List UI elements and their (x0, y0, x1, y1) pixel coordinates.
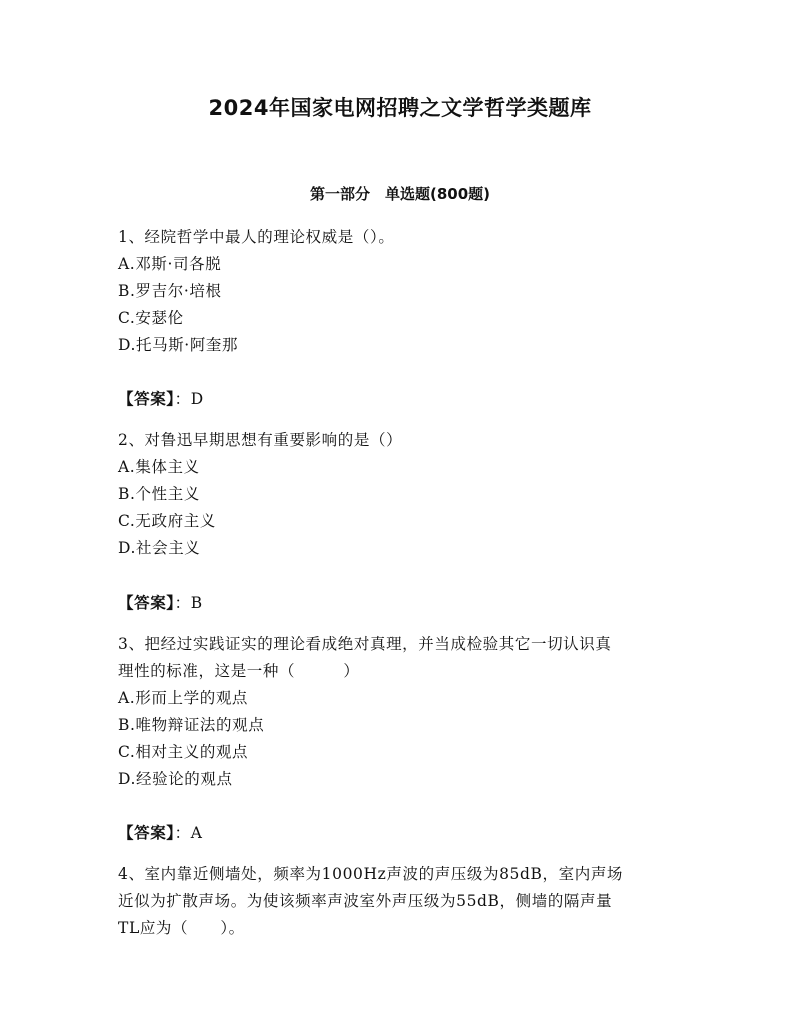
question-4-stem-line-1: 4、室内靠近侧墙处，频率为1000Hz声波的声压级为85dB，室内声场 (118, 865, 624, 883)
question-1-option-c: C.安瑟伦 (118, 309, 184, 327)
answer-separator: ： (174, 390, 191, 408)
question-2-option-a: A.集体主义 (118, 458, 200, 476)
section-heading: 第一部分 单选题(800题) (309, 185, 491, 203)
question-1-stem: 1、经院哲学中最人的理论权威是（）。 (118, 228, 395, 246)
question-3-stem-line-2: 理性的标准，这是一种（ ） (118, 662, 360, 680)
question-3-option-d: D.经验论的观点 (118, 770, 233, 788)
question-2-option-c: C.无政府主义 (118, 512, 216, 530)
question-3-option-b: B.唯物辩证法的观点 (118, 716, 265, 734)
question-3-option-c: C.相对主义的观点 (118, 743, 249, 761)
question-1-option-d: D.托马斯·阿奎那 (118, 336, 239, 354)
question-2-option-d: D.社会主义 (118, 539, 201, 557)
question-3-answer (118, 823, 203, 843)
answer-value: A (190, 824, 203, 842)
document-title: 2024年国家电网招聘之文学哲学类题库 (208, 96, 592, 120)
answer-separator: ： (174, 824, 191, 842)
answer-tag: 【答案】 (118, 824, 175, 842)
question-1-option-a: A.邓斯·司各脱 (118, 255, 222, 273)
question-4-stem-line-2: 近似为扩散声场。为使该频率声波室外声压级为55dB，侧墙的隔声量 (118, 892, 613, 910)
answer-value: D (190, 390, 204, 408)
question-2-option-b: B.个性主义 (118, 485, 200, 503)
question-3-option-a: A.形而上学的观点 (118, 689, 249, 707)
answer-tag: 【答案】 (118, 390, 175, 408)
question-4-stem-line-3: TL应为（ ）。 (118, 919, 245, 937)
question-3-stem-line-1: 3、把经过实践证实的理论看成绝对真理，并当成检验其它一切认识真 (118, 635, 612, 653)
question-2-answer (118, 593, 203, 613)
question-2-stem: 2、对鲁迅早期思想有重要影响的是（） (118, 431, 403, 449)
answer-value: B (190, 594, 203, 612)
question-1-option-b: B.罗吉尔·培根 (118, 282, 222, 300)
question-1-answer (118, 389, 204, 409)
answer-tag: 【答案】 (118, 594, 175, 612)
answer-separator: ： (174, 594, 191, 612)
